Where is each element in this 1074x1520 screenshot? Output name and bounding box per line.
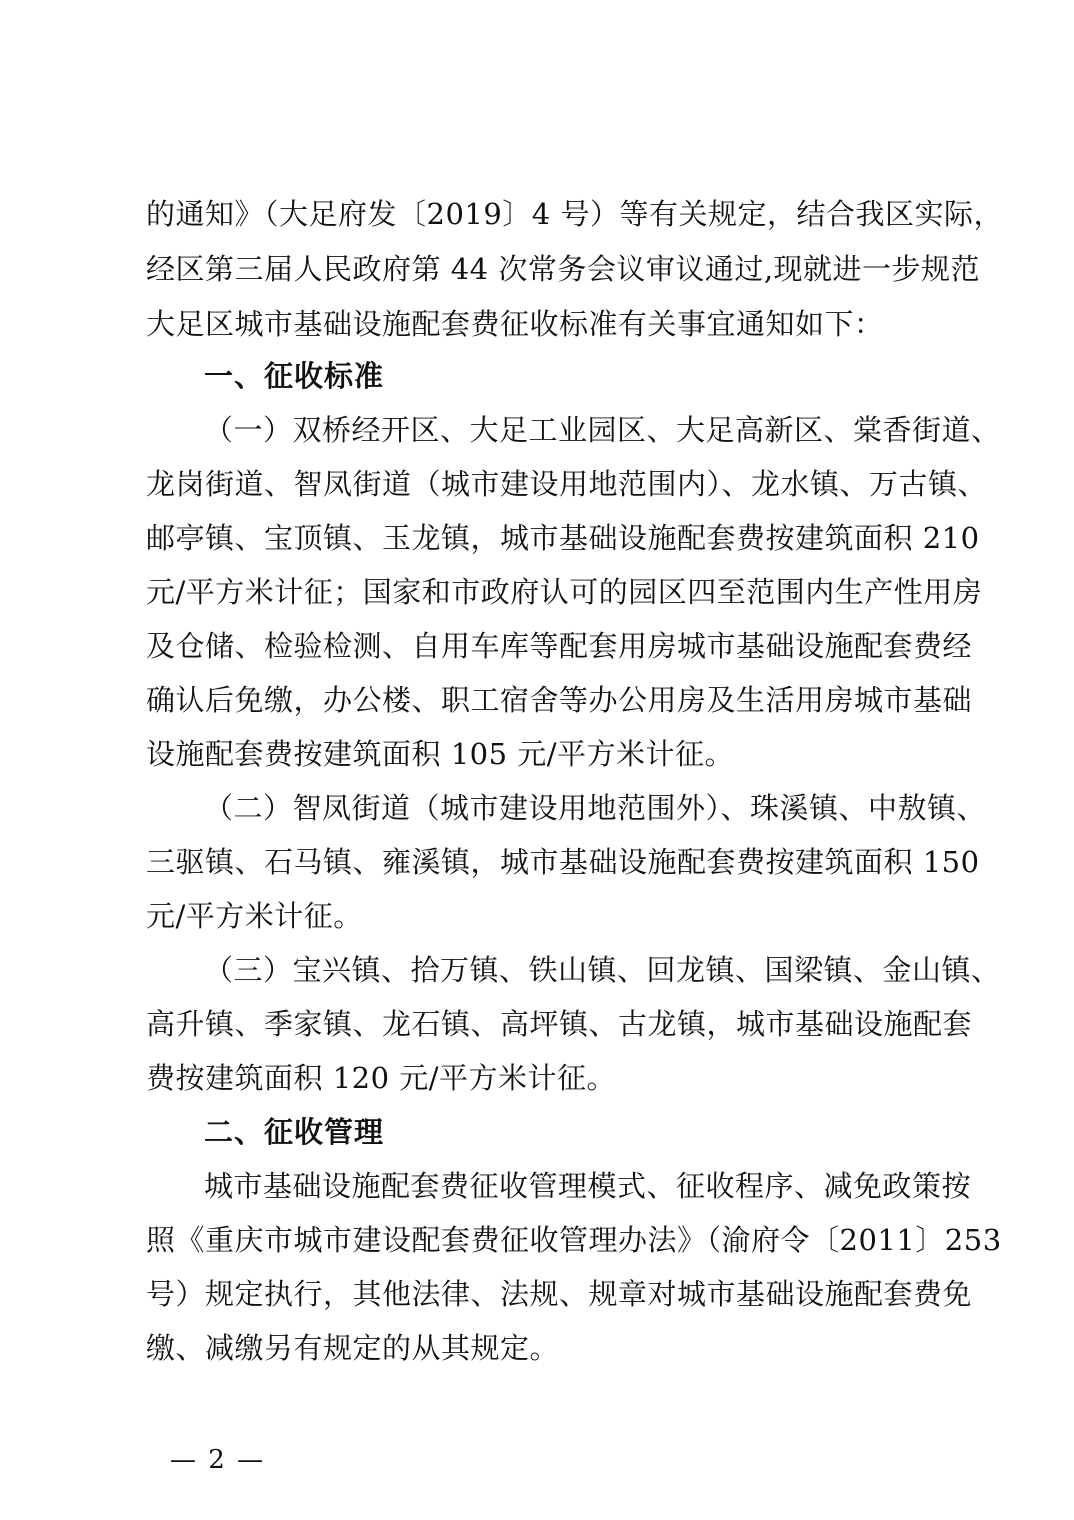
section-heading-collection-management: 二、征收管理 — [204, 1115, 385, 1149]
section2-line: 缴、减缴另有规定的从其规定。 — [146, 1331, 560, 1365]
section-heading-collection-standard: 一、征收标准 — [204, 359, 385, 393]
intro-line: 经区第三届人民政府第 44 次常务会议审议通过,现就进一步规范 — [146, 252, 981, 286]
item2-line: （二）智凤街道（城市建设用地范围外）、珠溪镇、中敖镇、 — [204, 791, 987, 825]
item3-line: 费按建筑面积 120 元/平方米计征。 — [146, 1061, 617, 1095]
item1-line: 设施配套费按建筑面积 105 元/平方米计征。 — [146, 737, 735, 771]
item1-line: 龙岗街道、智凤街道（城市建设用地范围内）、龙水镇、万古镇、 — [146, 467, 988, 501]
item1-line: 确认后免缴，办公楼、职工宿舍等办公用房及生活用房城市基础 — [146, 683, 973, 717]
page-number: — 2 — — [170, 1445, 266, 1475]
item1-line: 元/平方米计征；国家和市政府认可的园区四至范围内生产性用房 — [146, 575, 983, 609]
item1-line: （一）双桥经开区、大足工业园区、大足高新区、棠香街道、 — [204, 413, 1001, 447]
item2-line: 三驱镇、石马镇、雍溪镇，城市基础设施配套费按建筑面积 150 — [146, 845, 980, 879]
intro-line: 的通知》（大足府发〔2019〕4 号）等有关规定，结合我区实际， — [146, 197, 1003, 231]
item1-line: 及仓储、检验检测、自用车库等配套用房城市基础设施配套费经 — [146, 629, 973, 663]
item3-line: 高升镇、季家镇、龙石镇、高坪镇、古龙镇，城市基础设施配套 — [146, 1007, 973, 1041]
section2-line: 照《重庆市城市建设配套费征收管理办法》（渝府令〔2011〕253 — [146, 1223, 1002, 1257]
item3-line: （三）宝兴镇、拾万镇、铁山镇、回龙镇、国梁镇、金山镇、 — [204, 953, 1001, 987]
item2-line: 元/平方米计征。 — [146, 899, 363, 933]
intro-line: 大足区城市基础设施配套费征收标准有关事宜通知如下： — [146, 307, 884, 341]
item1-line: 邮亭镇、宝顶镇、玉龙镇，城市基础设施配套费按建筑面积 210 — [146, 521, 980, 555]
section2-line: 号）规定执行，其他法律、法规、规章对城市基础设施配套费免 — [146, 1277, 973, 1311]
section2-line: 城市基础设施配套费征收管理模式、征收程序、减免政策按 — [204, 1169, 972, 1203]
